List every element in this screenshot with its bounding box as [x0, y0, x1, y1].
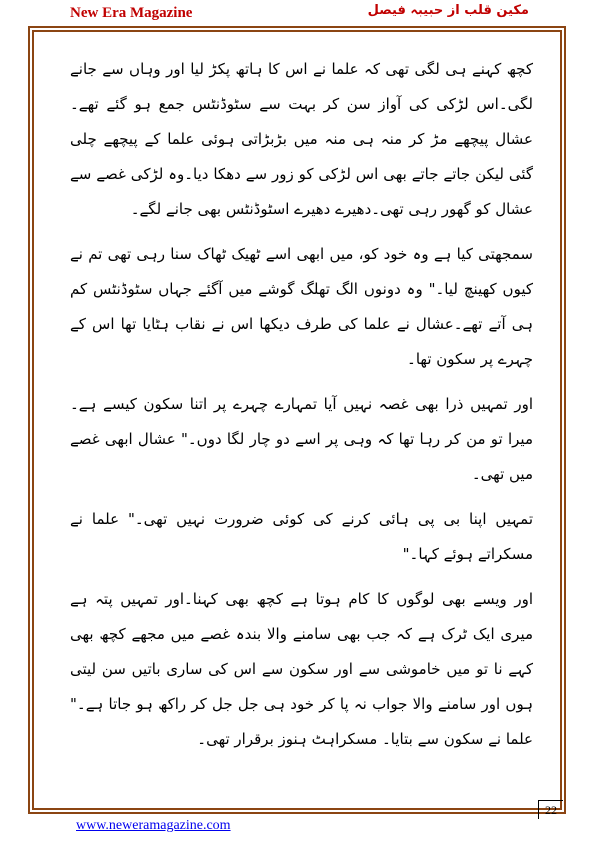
paragraph-3: اور تمہیں ذرا بھی غصہ نہیں آیا تمہارے چہرے پر اتنا سکون کیسے ہے۔میرا تو من کر رہا تھا کہ وہی پر اسے دو چار لگا دوں۔" عشال ابھی غصے میں تھی۔: [70, 395, 533, 483]
paragraph-1: کچھ کہنے ہی لگی تھی کہ علما نے اس کا ہاتھ پکڑ لیا اور وہاں سے جانے لگی۔اس لڑکی کی آواز سن کر بہت سے سٹوڈنٹس جمع ہو گئے تھے۔عشال پیچھے مڑ کر منہ ہی منہ میں بڑبڑاتی ہوئی علما کے پیچھے چلی گئی لیکن جاتے جاتے بھی اس لڑکی کو زور سے دھکا دیا۔وہ لڑکی غصے سے عشال کو گھور رہی تھی۔دھیرے دھیرے اسٹوڈنٹس بھی جانے لگے۔: [70, 60, 533, 218]
story-title: مکین قلب از حبیبہ فیصل: [367, 3, 529, 18]
website-link[interactable]: www.neweramagazine.com: [76, 818, 231, 833]
paragraph-5: اور ویسے بھی لوگوں کا کام ہوتا ہے کچھ بھی کہنا۔اور تمہیں پتہ ہے میری ایک ٹرک ہے کہ جب بھی سامنے والا بندہ غصے میں مجھے کچھ بھی کہے نا تو میں خاموشی سے اور سکون سے اس کی ساری باتیں سن لیتی ہوں اور سامنے والا جواب نہ پا کر خود ہی جل جل کر راکھ ہو جاتا ہے۔" علما نے سکون سے بتایا۔ مسکراہٹ ہنوز برقرار تھی۔: [70, 590, 533, 748]
paragraph-4: تمہیں اپنا بی پی ہائی کرنے کی کوئی ضرورت نہیں تھی۔" علما نے مسکراتے ہوئے کہا۔": [70, 510, 533, 563]
magazine-name: New Era Magazine: [70, 5, 193, 21]
page-number: 22: [538, 800, 563, 819]
story-body: [70, 52, 533, 767]
paragraph-2: سمجھتی کیا ہے وہ خود کو، میں ابھی اسے ٹھیک ٹھاک سنا رہی تھی تم نے کیوں کھینچ لیا۔" وہ دونوں الگ تھلگ گوشے میں آگئے جہاں سٹوڈنٹس کم ہی آتے تھے۔عشال نے علما کی طرف دیکھا اس نے نقاب ہٹایا تھا اس کے چہرے پر سکون تھا۔: [70, 245, 533, 368]
